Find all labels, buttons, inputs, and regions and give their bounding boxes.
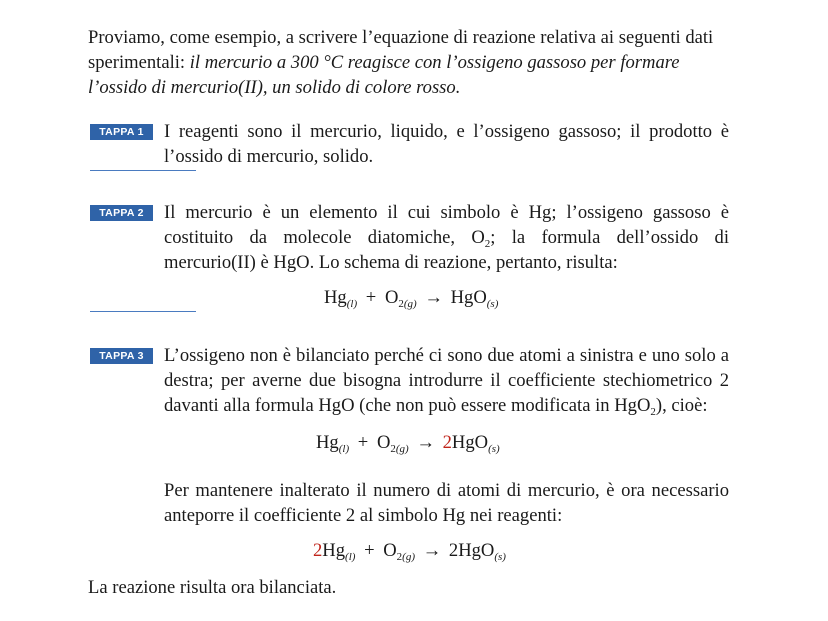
step-2-label: TAPPA 2 (90, 205, 153, 221)
step-3-followup: Per mantenere inalterato il numero di atomi di mercurio, è ora necessario anteporre il coefficiente 2 al simbolo Hg nei reagenti: (164, 480, 729, 526)
eq2-arrow: → (416, 432, 435, 453)
eq1-arrow: → (424, 287, 443, 308)
eq2-hg-state: (l) (338, 443, 350, 455)
eq2-o-sub-number: 2 (390, 443, 396, 455)
eq1-o-sub-number: 2 (398, 298, 404, 310)
eq1-o-subscript (398, 298, 416, 310)
step-3-label: TAPPA 3 (90, 348, 153, 364)
step-1-label: TAPPA 1 (90, 124, 153, 140)
eq3-reactant-hg: Hg (322, 540, 346, 561)
eq2-o-subscript (390, 443, 408, 455)
equation-2 (316, 430, 500, 455)
eq3-reactant-o: O (383, 540, 397, 561)
step-3-text-before: L’ossigeno non è bilanciato perché ci sono due atomi a sinistra e uno solo a destra; per averne due bisogna introdurre il coefficiente stechiometrico 2 davanti alla formula HgO (che non può essere modificata in HgO (164, 345, 729, 416)
eq1-product-state: (s) (486, 298, 499, 310)
conclusion-text: La reazione risulta ora bilanciata. (88, 577, 337, 598)
eq1-product: HgO (450, 287, 487, 308)
step-2-text (164, 200, 729, 275)
eq3-o-sub-number: 2 (396, 551, 403, 563)
eq1-reactant-hg: Hg (324, 287, 347, 308)
eq1-o-state: (g) (403, 298, 417, 310)
eq2-o-state: (g) (395, 443, 409, 455)
step-3-text (164, 343, 729, 418)
eq3-plus: + (364, 540, 375, 561)
eq3-o-subscript (397, 551, 415, 563)
step-1-text: I reagenti sono il mercurio, liquido, e l’ossigeno gassoso; il prodotto è l’ossido di mercurio, solido. (164, 121, 729, 167)
eq3-arrow: → (422, 540, 442, 561)
eq3-coefficient: 2 (313, 540, 323, 561)
eq1-plus: + (365, 287, 377, 308)
step-3-hgo2-subscript: 2 (650, 406, 656, 418)
step-2-text-before: Il mercurio è un elemento il cui simbolo è Hg; l’ossigeno gassoso è costituito da molecole diatomiche, O (164, 202, 729, 248)
step-3-text-after: ), cioè: (655, 395, 708, 416)
step-2-o2-subscript: 2 (484, 238, 491, 250)
eq3-product: 2HgO (448, 540, 495, 561)
eq3-hg-state: (l) (345, 551, 356, 563)
eq2-coefficient: 2 (442, 432, 452, 453)
step-1-rule (90, 170, 196, 171)
eq2-reactant-o: O (376, 432, 391, 453)
intro-italic-text: il mercurio a 300 °C reagisce con l’ossigeno gassoso per formare l’ossido di mercurio(II), un solido di colore rosso. (88, 52, 680, 98)
eq2-reactant-hg: Hg (316, 432, 339, 453)
eq3-o-state: (g) (402, 551, 415, 563)
eq2-product-state: (s) (488, 443, 500, 455)
eq1-hg-state: (l) (346, 298, 358, 310)
eq2-product: HgO (451, 432, 489, 453)
intro-plain-text: Proviamo, come esempio, a scrivere l’equazione di reazione relativa ai seguenti dati sperimentali: (88, 27, 714, 73)
equation-3 (313, 538, 506, 563)
eq1-reactant-o: O (384, 287, 399, 308)
equation-1 (324, 285, 498, 310)
step-2-rule (90, 311, 196, 312)
intro-paragraph (88, 25, 733, 100)
step-2-text-after: ; la formula dell’ossido di mercurio(II) è HgO. Lo schema di reazione, pertanto, risulta: (164, 227, 730, 273)
eq3-product-state: (s) (494, 551, 506, 563)
eq2-plus: + (357, 432, 369, 453)
